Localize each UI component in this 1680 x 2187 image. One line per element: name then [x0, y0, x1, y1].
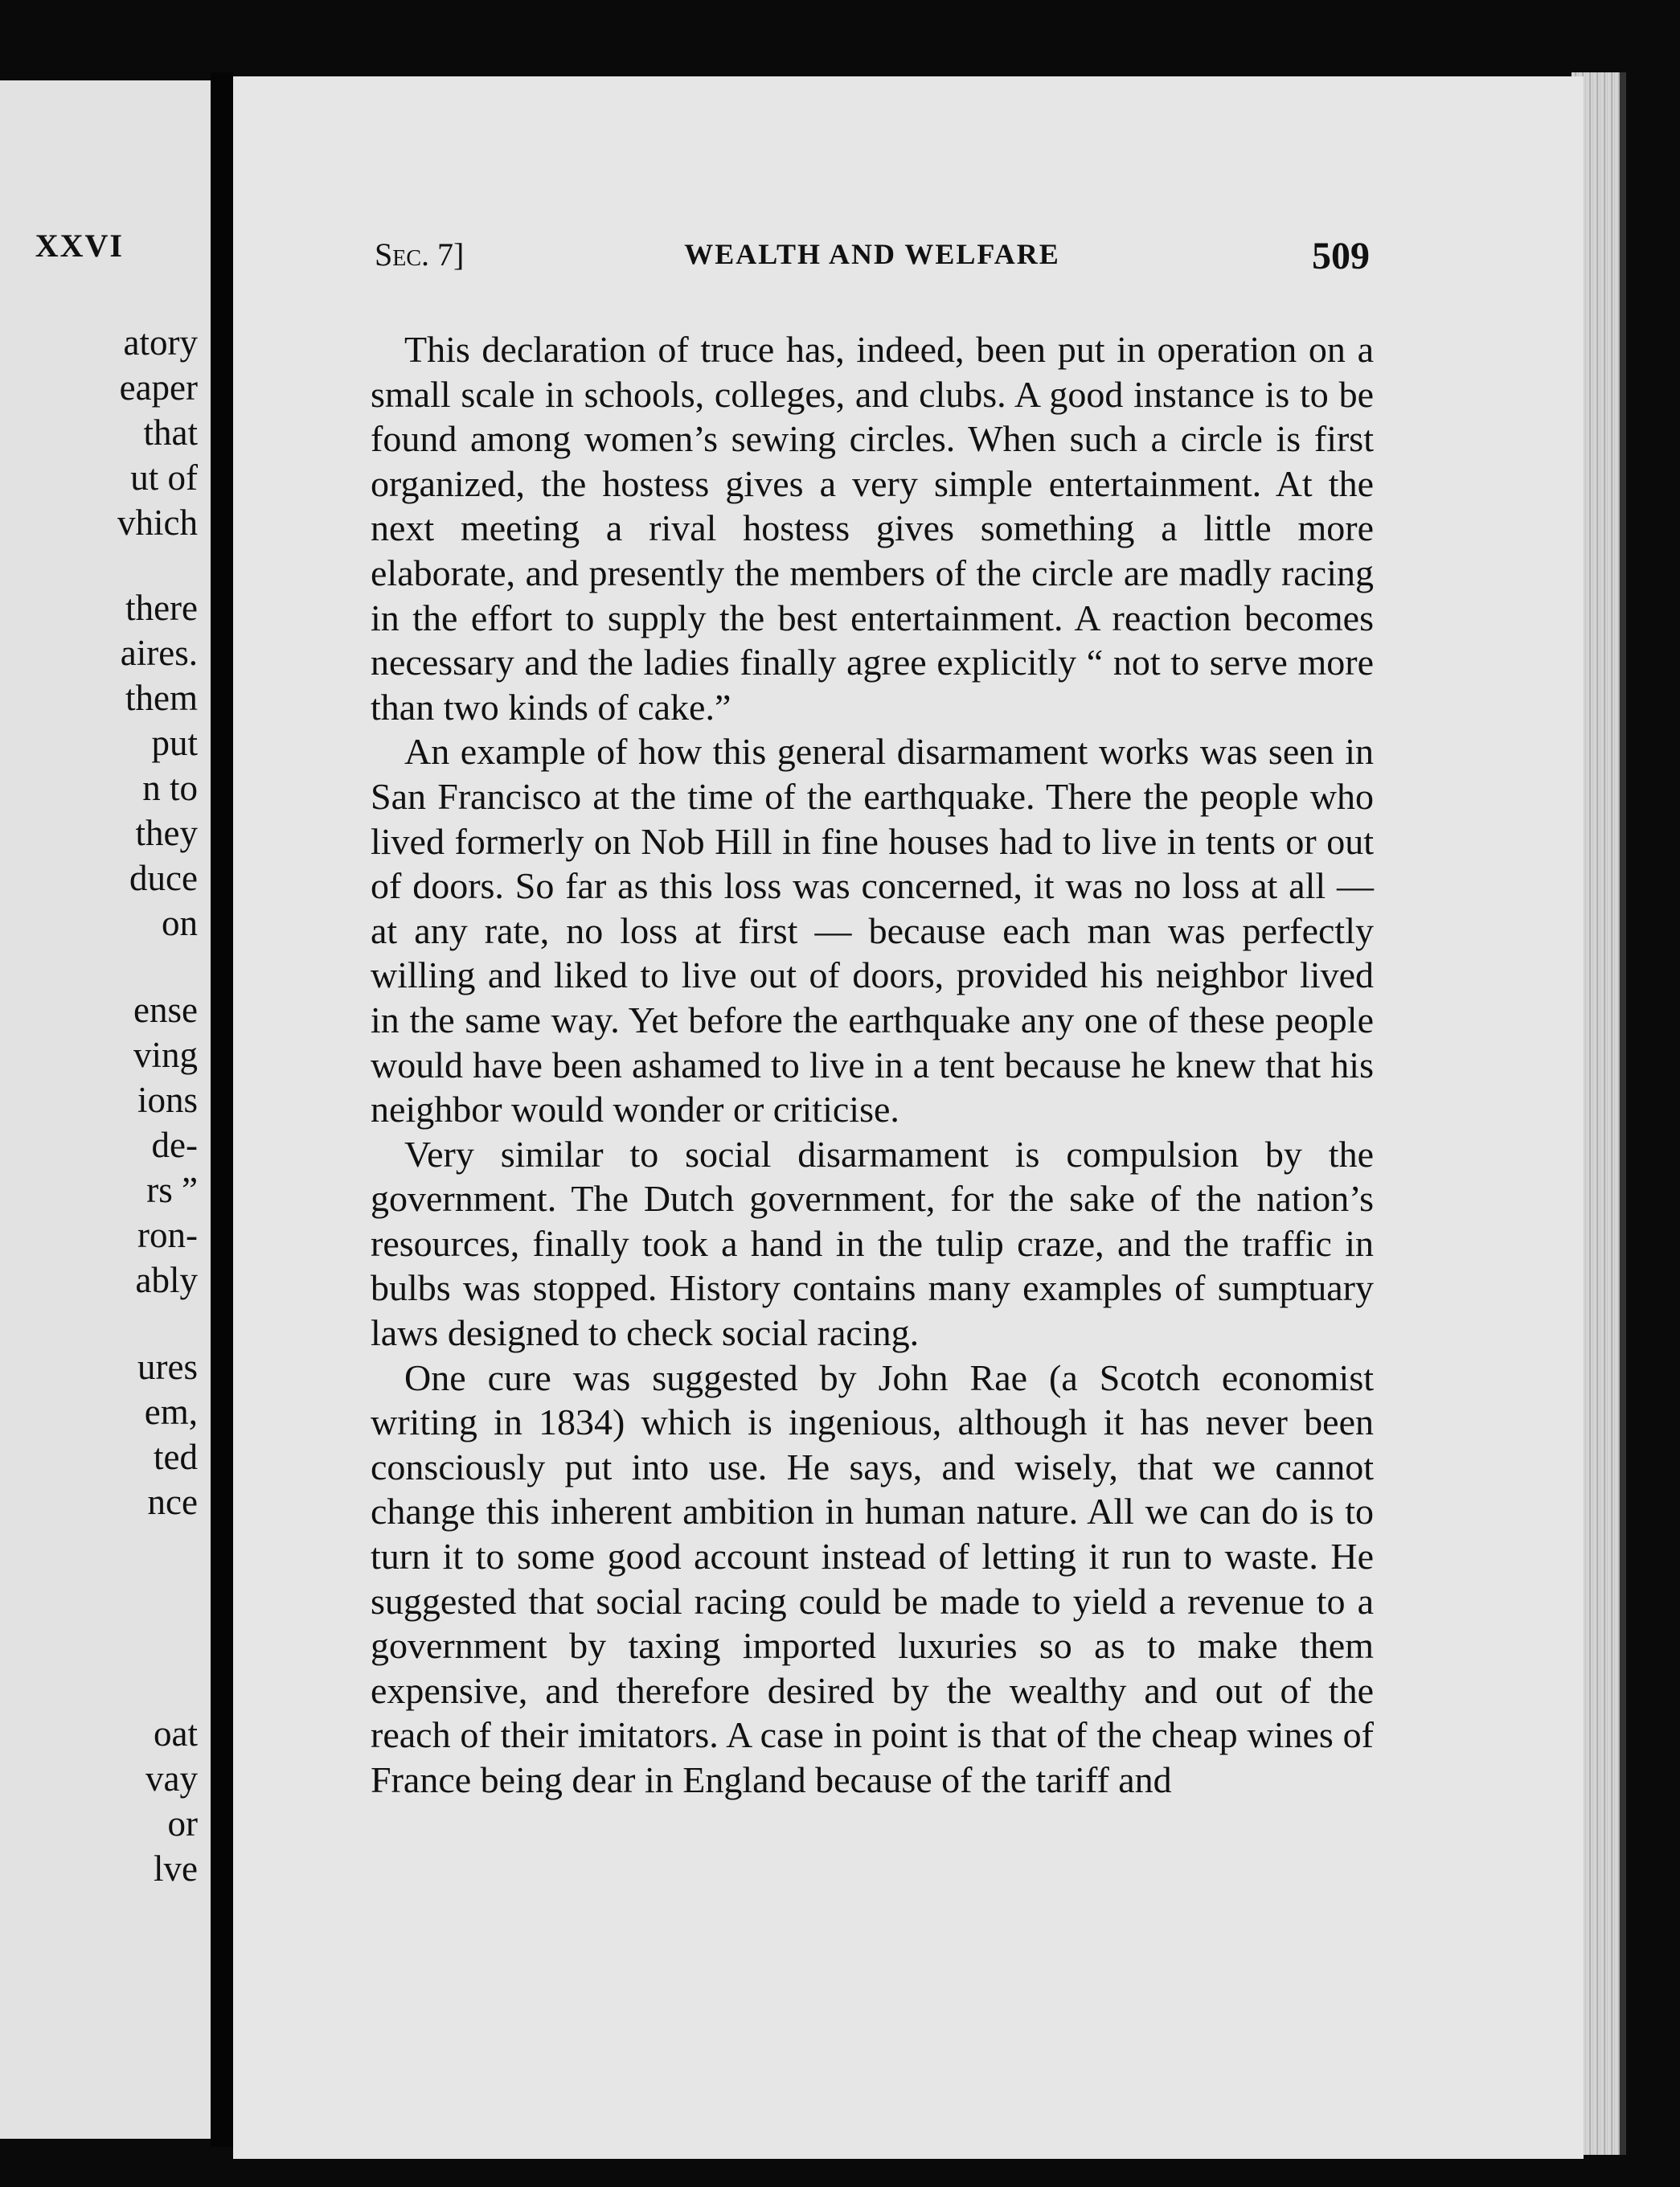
book-page	[233, 76, 1584, 2159]
previous-page-fragment: they	[135, 813, 198, 853]
running-title: WEALTH AND WELFARE	[684, 238, 1060, 270]
paragraph: An example of how this general disarmament works was seen in San Francisco at the time of the earthquake. There the people who lived formerly on Nob Hill in fine houses had to live in tents or out of doors. So far as this loss was concerned, it was no loss at all — at any rate, no loss at first — because each man was perfectly willing and liked to live out of doors, provided his neighbor lived in the same way. Yet before the earthquake any one of these people would have been ashamed to live in a tent because he knew that his neighbor would wonder or criticise.	[371, 731, 1374, 1130]
previous-page-fragment: nce	[147, 1482, 198, 1522]
previous-page-fragment: ures	[137, 1347, 198, 1387]
previous-page-fragment: on	[162, 903, 198, 943]
previous-page-fragment: ions	[137, 1080, 198, 1120]
previous-page-fragment: ense	[133, 990, 198, 1030]
previous-page-fragment: atory	[123, 322, 198, 363]
previous-page-fragment: n to	[142, 768, 198, 808]
previous-page-fragment: aires.	[120, 633, 198, 673]
paragraph: This declaration of truce has, indeed, been put in operation on a small scale in schools, colleges, and clubs. A good instance is to be found among women’s sewing circles. When such a circle is first organized, the hostess gives a very simple entertainment. At the next meeting a rival hostess gives something a little more elaborate, and presently the members of the circle are madly racing in the effort to supply the best entertainment. A reaction becomes necessary and the ladies finally agree explicitly “ not to serve more than two kinds of cake.”	[371, 329, 1374, 728]
running-head	[375, 236, 1370, 284]
previous-page-fragment: ut of	[130, 458, 198, 498]
previous-page-fragment: there	[125, 588, 198, 628]
previous-page-fragment: lve	[154, 1848, 198, 1889]
previous-page-fragment: that	[143, 412, 198, 453]
previous-page-header: XXVI	[35, 228, 124, 264]
previous-page-fragment: eaper	[119, 367, 198, 408]
book-gutter	[211, 72, 233, 2147]
previous-page-fragment: duce	[129, 858, 198, 898]
previous-page-fragment: vhich	[117, 503, 198, 543]
previous-page-fragment: rs ”	[146, 1170, 198, 1210]
page-number: 509	[1312, 235, 1370, 277]
previous-page-fragment: de-	[151, 1125, 198, 1165]
body-text	[371, 327, 1374, 1803]
previous-page-fragment: vay	[145, 1758, 198, 1799]
previous-page-fragment: ably	[135, 1260, 198, 1300]
previous-page-fragment: em,	[144, 1392, 198, 1432]
previous-page-fragment: or	[167, 1803, 198, 1844]
section-marker: Sec. 7]	[375, 236, 465, 273]
previous-page-fragment: ron-	[137, 1215, 198, 1255]
previous-page-fragment: oat	[154, 1713, 198, 1754]
paragraph: One cure was suggested by John Rae (a Scotch economist writing in 1834) which is ingenious, although it has never been consciously put into use. He says, and wisely, that we cannot change this inherent ambition in human nature. All we can do is to turn it to some good account instead of letting it run to waste. He suggested that social racing could be made to yield a revenue to a government by taxing imported luxuries so as to make them expensive, and therefore desired by the wealthy and out of the reach of their imitators. A case in point is that of the cheap wines of France being dear in England because of the tariff and	[371, 1356, 1374, 1800]
previous-page-edge	[0, 80, 211, 2139]
paragraph: Very similar to social disarmament is compulsion by the government. The Dutch government, for the sake of the nation’s resources, finally took a hand in the tulip craze, and the traffic in bulbs was stopped. History contains many examples of sumptuary laws designed to check social racing.	[371, 1133, 1374, 1354]
previous-page-fragment: ving	[133, 1035, 198, 1075]
previous-page-fragment: them	[125, 678, 198, 718]
previous-page-fragment: ted	[154, 1437, 198, 1477]
previous-page-fragment: put	[151, 723, 198, 763]
